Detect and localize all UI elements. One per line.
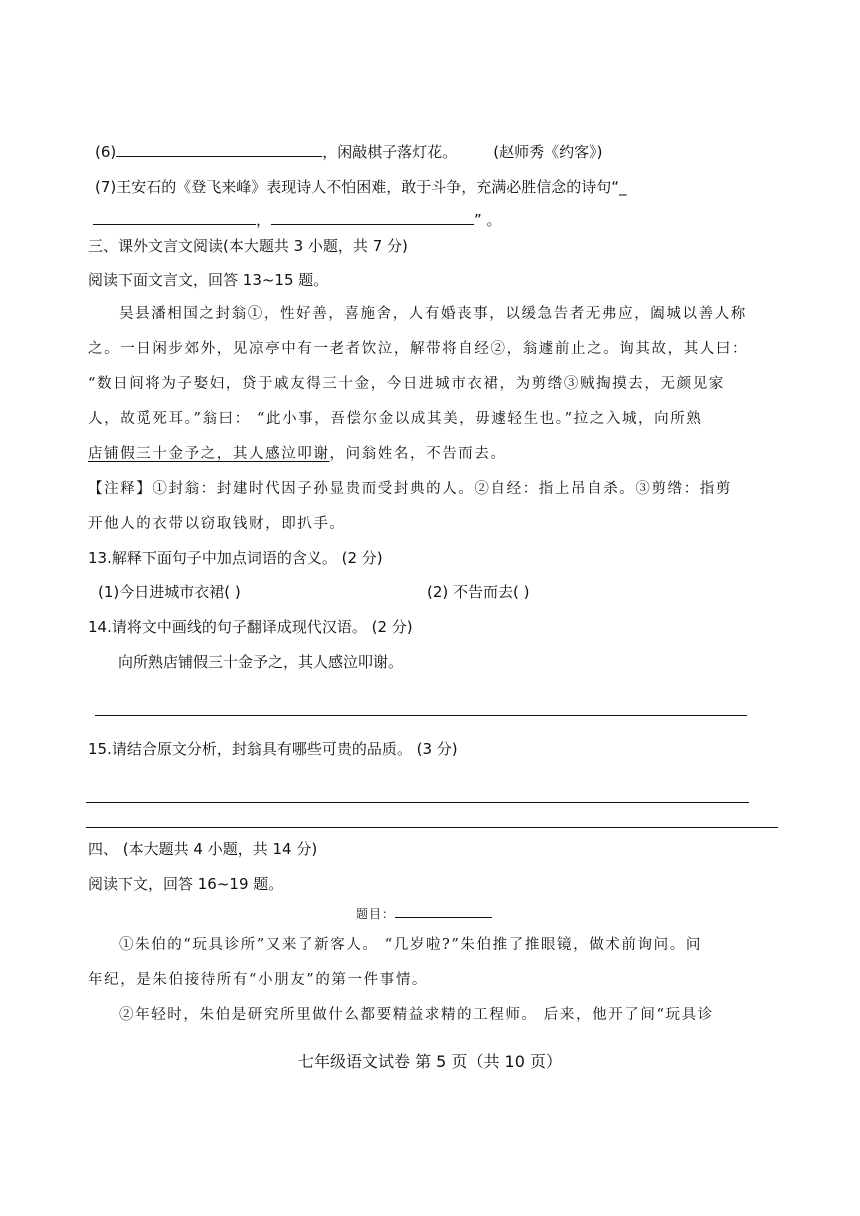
section-divider xyxy=(86,827,778,828)
answer-blank[interactable] xyxy=(116,141,322,157)
annotation-line: 【注释】①封翁：封建时代因子孙显贵而受封典的人。②自经：指上吊自杀。③剪绺：指剪 xyxy=(88,481,732,497)
section-heading: 四、 (本大题共 4 小题，共 14 分) xyxy=(88,840,318,858)
title-label: 题目： xyxy=(356,907,396,921)
underlined-sentence: 店铺假三十金予之，其人感泣叩谢 xyxy=(88,446,330,462)
passage-line: 人，故觅死耳。”翁曰： “此小事，吾偿尔金以成其美，毋遽轻生也。”拉之入城，向所熟 xyxy=(88,411,703,427)
question-15: 15.请结合原文分析，封翁具有哪些可贵的品质。 (3 分) xyxy=(88,740,458,758)
comma: ， xyxy=(256,211,272,229)
answer-line[interactable] xyxy=(95,715,747,716)
story-paragraph-2: ②年轻时，朱伯是研究所里做什么都要精益求精的工程师。 后来，他开了间“玩具诊 xyxy=(119,1007,714,1023)
page-footer: 七年级语文试卷 第 5 页（共 10 页） xyxy=(298,1052,562,1071)
story-paragraph-1-cont: 年纪，是朱伯接待所有“小朋友”的第一件事情。 xyxy=(88,972,429,988)
poem-question-6 xyxy=(95,141,602,162)
answer-blank[interactable] xyxy=(93,209,256,225)
title-field xyxy=(356,904,492,924)
poem-question-7: (7)王安石的《登飞来峰》表现诗人不怕困难，敢于斗争，充满必胜信念的诗句“_ xyxy=(95,178,627,196)
passage-text: ，问翁姓名，不告而去。 xyxy=(329,446,507,462)
title-blank[interactable] xyxy=(395,905,492,918)
question-number: (6) xyxy=(95,143,117,161)
story-paragraph-1: ①朱伯的“玩具诊所”又来了新客人。 “几岁啦?”朱伯推了推眼镜，做术前询问。问 xyxy=(119,937,702,953)
passage-line: 之。一日闲步郊外，见凉亭中有一老者饮泣，解带将自经②，翁遽前止之。询其故，其人曰： xyxy=(88,341,749,357)
passage-line: 吴县潘相国之封翁①，性好善，喜施舍，人有婚丧事，以缓急告者无弗应，阖城以善人称 xyxy=(119,306,747,322)
passage-line xyxy=(88,444,507,464)
poem-source: (赵师秀《约客》) xyxy=(493,143,603,161)
question-13-item-1: (1)今日进城市衣裙( ) xyxy=(98,583,241,601)
question-13: 13.解释下面句子中加点词语的含义。 (2 分) xyxy=(88,549,383,567)
question-14: 14.请将文中画线的句子翻译成现代汉语。 (2 分) xyxy=(88,618,413,636)
section-intro: 阅读下文，回答 16~19 题。 xyxy=(88,875,284,893)
section-heading: 三、课外文言文阅读(本大题共 3 小题，共 7 分) xyxy=(88,237,408,255)
question-13-item-2: (2) 不告而去( ) xyxy=(427,583,530,601)
question-14-sentence: 向所熟店铺假三十金予之，其人感泣叩谢。 xyxy=(118,653,404,671)
poem-question-7-blanks xyxy=(93,209,502,230)
annotation-line: 开他人的衣带以窃取钱财，即扒手。 xyxy=(88,516,346,532)
closing-quote: ” 。 xyxy=(474,211,502,229)
answer-line[interactable] xyxy=(86,802,749,803)
answer-blank[interactable] xyxy=(271,209,474,225)
poem-line: ，闲敲棋子落灯花。 xyxy=(322,143,458,161)
passage-line: “数日间将为子娶妇，贷于戚友得三十金，今日进城市衣裙，为剪绺③贼掏摸去，无颜见家 xyxy=(88,376,725,392)
section-intro: 阅读下面文言文，回答 13~15 题。 xyxy=(88,271,329,289)
